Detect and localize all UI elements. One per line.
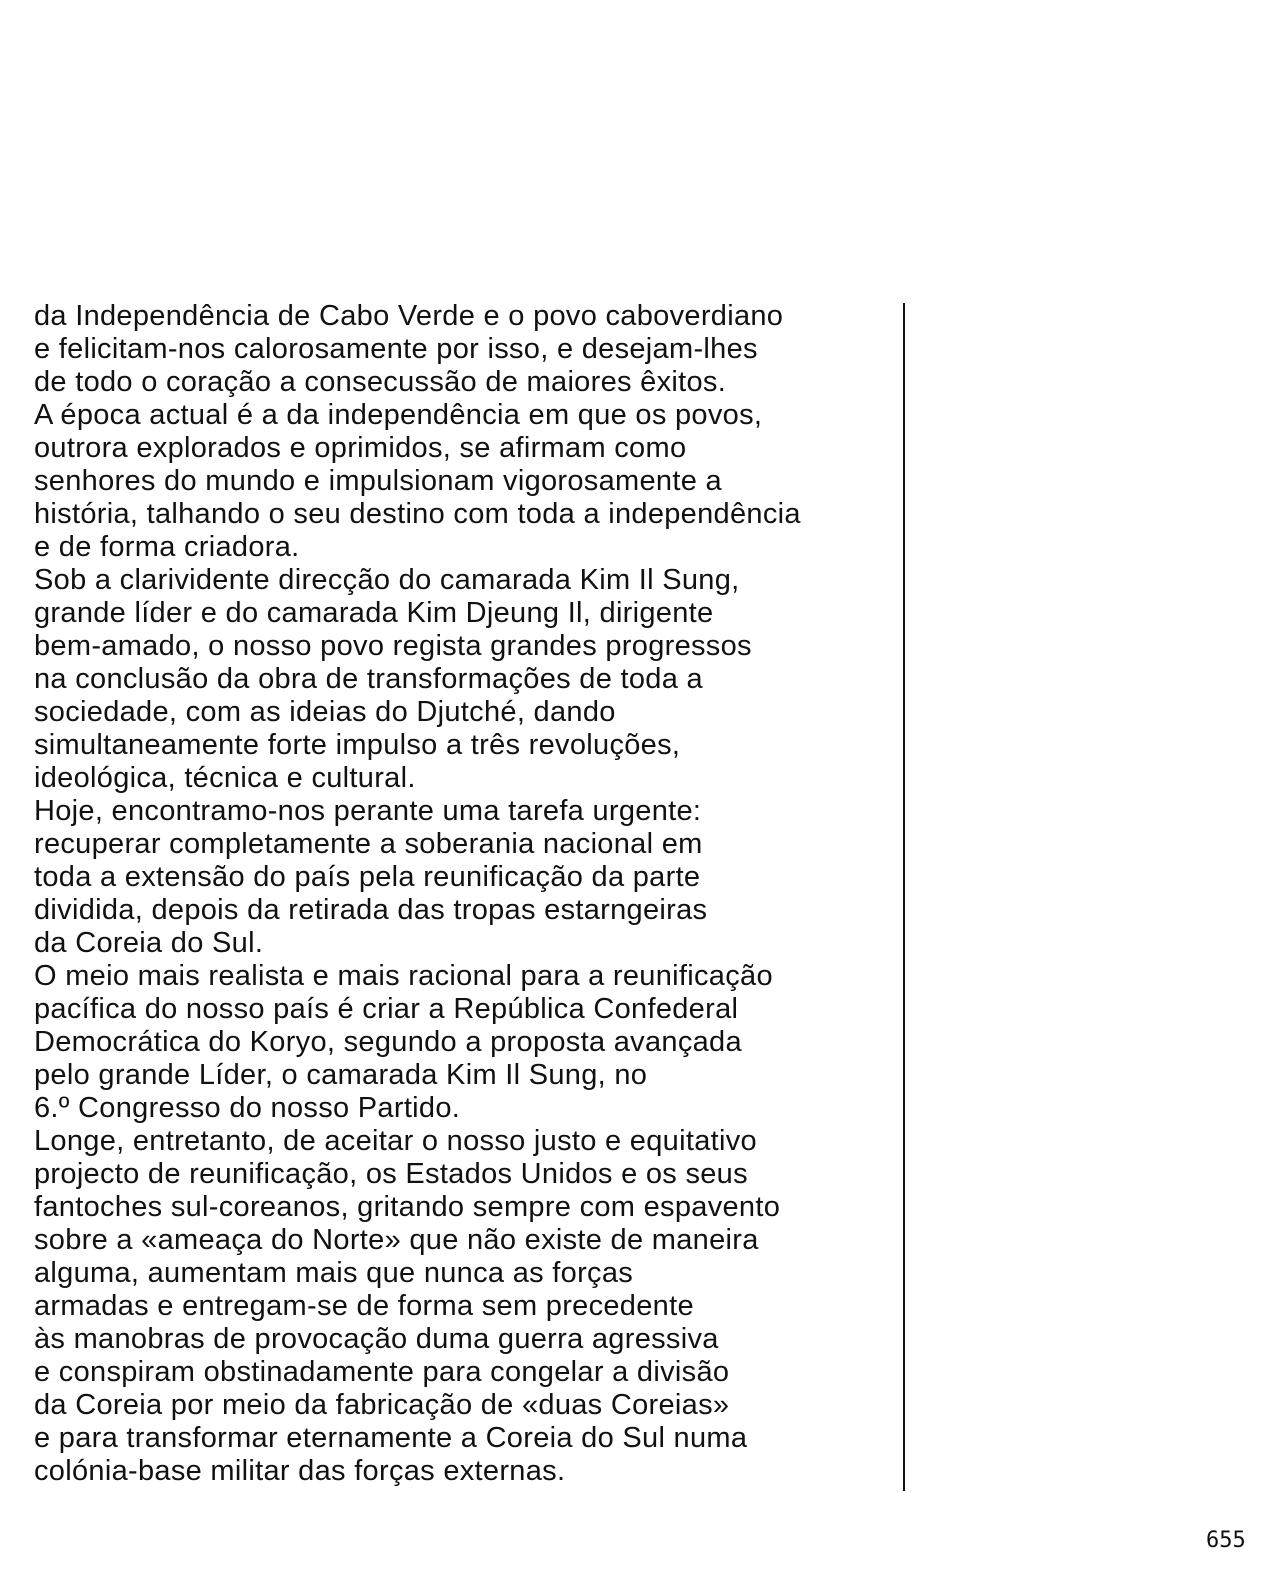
text-line: colónia-base militar das forças externas. — [34, 1455, 566, 1487]
text-line: outrora explorados e oprimidos, se afirmam como — [34, 432, 687, 464]
text-line: senhores do mundo e impulsionam vigorosamente a — [34, 465, 722, 497]
text-line: recuperar completamente a soberania nacional em — [34, 828, 703, 860]
text-line: e felicitam-nos calorosamente por isso, e desejam-lhes — [34, 333, 758, 365]
text-line: Hoje, encontramo-nos perante uma tarefa urgente: — [34, 795, 702, 827]
text-line: fantoches sul-coreanos, gritando sempre com espavento — [34, 1191, 781, 1223]
text-line: na conclusão da obra de transformações de toda a — [34, 663, 703, 695]
text-line: pacífica do nosso país é criar a República Confederal — [34, 993, 739, 1025]
text-line: e para transformar eternamente a Coreia do Sul numa — [34, 1422, 748, 1454]
text-line: dividida, depois da retirada das tropas estarngeiras — [34, 894, 708, 926]
text-line: alguma, aumentam mais que nunca as forças — [34, 1257, 634, 1289]
text-line: história, talhando o seu destino com toda a independência — [34, 498, 801, 530]
text-line: O meio mais realista e mais racional para a reunificação — [34, 960, 773, 992]
text-line: projecto de reunificação, os Estados Unidos e os seus — [34, 1158, 748, 1190]
text-line: e conspiram obstinadamente para congelar a divisão — [34, 1356, 730, 1388]
text-line: Longe, entretanto, de aceitar o nosso justo e equitativo — [34, 1125, 757, 1157]
text-line: grande líder e do camarada Kim Djeung Il, dirigente — [34, 597, 714, 629]
text-line: sobre a «ameaça do Norte» que não existe de maneira — [34, 1224, 759, 1256]
text-line: simultaneamente forte impulso a três revoluções, — [34, 729, 681, 761]
text-line: sociedade, com as ideias do Djutché, dando — [34, 696, 616, 728]
text-line: pelo grande Líder, o camarada Kim Il Sung, no — [34, 1059, 648, 1091]
text-line: da Coreia do Sul. — [34, 927, 264, 959]
column-divider-rule — [903, 303, 905, 1491]
text-line: armadas e entregam-se de forma sem precedente — [34, 1290, 694, 1322]
text-line: da Independência de Cabo Verde e o povo caboverdiano — [34, 300, 784, 332]
text-line: Sob a clarividente direcção do camarada Kim Il Sung, — [34, 564, 740, 596]
text-line: Democrática do Koryo, segundo a proposta avançada — [34, 1026, 742, 1058]
text-line: toda a extensão do país pela reunificação da parte — [34, 861, 701, 893]
text-line: de todo o coração a consecussão de maiores êxitos. — [34, 366, 727, 398]
text-line: às manobras de provocação duma guerra agressiva — [34, 1323, 719, 1355]
text-line: A época actual é a da independência em que os povos, — [34, 399, 763, 431]
page-number: 655 — [1206, 1528, 1246, 1553]
document-text-column — [34, 300, 900, 1488]
text-line: bem-amado, o nosso povo regista grandes progressos — [34, 630, 752, 662]
text-line: ideológica, técnica e cultural. — [34, 762, 416, 794]
text-line: 6.º Congresso do nosso Partido. — [34, 1092, 461, 1124]
text-line: da Coreia por meio da fabricação de «duas Coreias» — [34, 1389, 730, 1421]
text-line: e de forma criadora. — [34, 531, 300, 563]
